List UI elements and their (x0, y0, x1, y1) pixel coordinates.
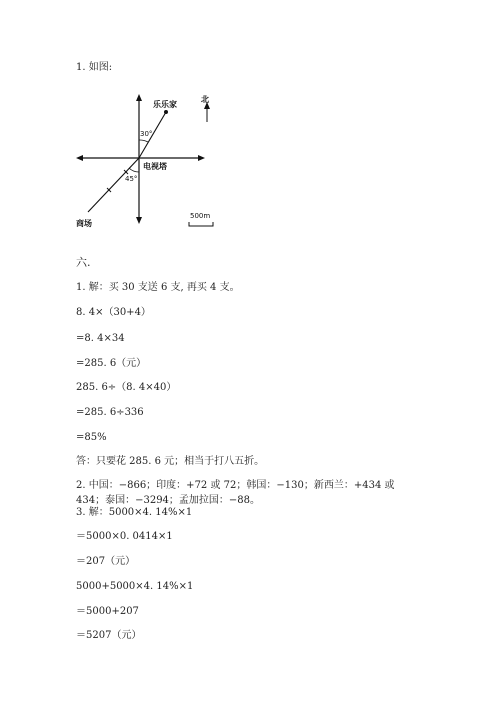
scale-label: 500m (190, 212, 211, 220)
q3-line: ＝5000×0. 0414×1 (76, 531, 173, 542)
q3-line: ＝5000+207 (76, 606, 139, 617)
q2-answer: 2. 中国：−866；印度：+72 或 72；韩国：−130；新西兰：+434 或 434；泰国：−3294；孟加拉国：−88。 (76, 480, 395, 506)
vertical-axis-arrow-down (136, 217, 142, 224)
angle-arc-bottom (129, 168, 139, 172)
angle-45-label: 45° (125, 175, 138, 183)
scale-bar (189, 222, 213, 226)
line-to-mall (88, 158, 139, 212)
lelejia-point (164, 110, 168, 114)
horizontal-axis-arrow-right (198, 155, 205, 161)
q3-line: 3. 解：5000×4. 14%×1 (76, 507, 193, 518)
answer-line: 答：只要花 285. 6 元；相当于打八五折。 (76, 456, 265, 467)
horizontal-axis-arrow-left (76, 155, 83, 161)
section-heading: 六. (76, 256, 91, 269)
solution-line: =85% (76, 432, 107, 443)
vertical-axis-arrow-up (136, 94, 142, 101)
angle-arc-top (139, 140, 148, 142)
lelejia-label: 乐乐家 (153, 100, 177, 109)
tv-tower-label: 电视塔 (143, 162, 167, 171)
north-label: 北 (201, 95, 209, 104)
q3-line: ＝5207（元） (76, 630, 142, 641)
q3-line: ＝207（元） (76, 556, 136, 567)
mall-label: 商场 (76, 219, 92, 228)
q3-line: 5000+5000×4. 14%×1 (76, 581, 194, 592)
direction-diagram (0, 0, 500, 240)
solution-line: 285. 6÷（8. 4×40） (76, 382, 177, 393)
solution-line: 1. 解：买 30 支送 6 支, 再买 4 支。 (76, 282, 240, 293)
angle-30-label: 30° (140, 130, 153, 138)
solution-line: =285. 6（元） (76, 358, 147, 369)
figure-caption: 1. 如图: (76, 62, 113, 73)
solution-line: =285. 6÷336 (76, 407, 144, 418)
solution-line: 8. 4×（30+4） (76, 307, 151, 318)
solution-line: =8. 4×34 (76, 333, 125, 344)
